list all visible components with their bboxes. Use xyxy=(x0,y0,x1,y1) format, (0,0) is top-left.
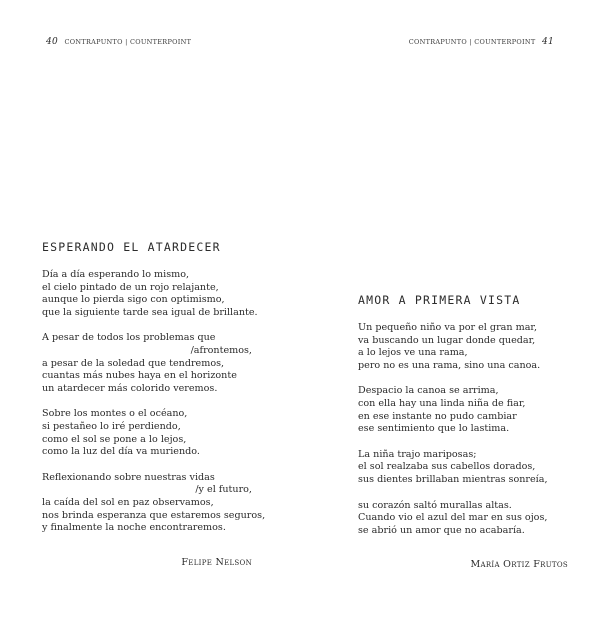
verse-line: la caída del sol en paz observamos, xyxy=(42,496,214,508)
verse-line: ese sentimiento que lo lastima. xyxy=(358,423,510,435)
verse-line: La niña trajo mariposas; xyxy=(358,448,477,460)
verse-line: el cielo pintado de un rojo relajante, xyxy=(42,281,219,293)
verse-line: va buscando un lugar donde quedar, xyxy=(358,334,536,346)
verse-line: A pesar de todos los problemas que xyxy=(42,332,216,344)
stanza xyxy=(42,269,258,319)
verse-line: Día a día esperando lo mismo, xyxy=(42,269,190,280)
verse-line: cuantas más nubes haya en el horizonte xyxy=(42,370,237,382)
verse-line: Reflexionando sobre nuestras vidas xyxy=(42,471,215,483)
verse-line: nos brinda esperanza que estaremos seguros, xyxy=(42,509,266,521)
verse-line: a lo lejos ve una rama, xyxy=(358,347,468,359)
verse-line: sus dientes brillaban mientras sonreía, xyxy=(358,473,548,485)
verse-line: que la siguiente tarde sea igual de brillante. xyxy=(42,306,258,318)
right-page xyxy=(300,0,600,628)
verse-line: si pestañeo lo iré perdiendo, xyxy=(42,420,181,432)
stanza xyxy=(42,471,266,535)
verse-line: Despacio la canoa se arrima, xyxy=(358,385,499,397)
page-number: 41 xyxy=(541,37,554,47)
verse-line: aunque lo pierda sigo con optimismo, xyxy=(42,294,225,306)
verse-line: pero no es una rama, sino una canoa. xyxy=(358,359,541,371)
verse-line: Un pequeño niño va por el gran mar, xyxy=(358,322,537,333)
verse-line: con ella hay una linda niña de fiar, xyxy=(358,397,526,409)
stanza xyxy=(42,408,252,458)
page-number: 40 xyxy=(46,37,59,47)
poem-title: AMOR A PRIMERA VISTA xyxy=(358,293,521,307)
poem-title: ESPERANDO EL ATARDECER xyxy=(42,240,221,254)
verse-line: el sol realzaba sus cabellos dorados, xyxy=(358,461,536,473)
running-head-text: CONTRAPUNTO | COUNTERPOINT xyxy=(64,38,192,46)
right-running-head xyxy=(409,37,558,47)
poem-author: Felipe Nelson xyxy=(181,556,252,568)
verse-line: un atardecer más colorido veremos. xyxy=(42,382,218,394)
poem-author: María Ortiz Frutos xyxy=(470,559,568,571)
stanza xyxy=(358,385,568,435)
poem-amor xyxy=(358,293,568,570)
verse-line: Sobre los montes o el océano, xyxy=(42,408,188,420)
verse-line-continuation: /afrontemos, xyxy=(190,344,252,356)
verse-line: su corazón saltó murallas altas. xyxy=(358,499,512,511)
stanza xyxy=(358,500,568,538)
stanza xyxy=(358,322,568,372)
poem-esperando xyxy=(42,240,266,568)
left-running-head xyxy=(42,37,191,47)
stanza xyxy=(358,449,568,487)
verse-line: Cuando vio el azul del mar en sus ojos, xyxy=(358,512,548,524)
verse-line: como el sol se pone a lo lejos, xyxy=(42,433,187,445)
stanza xyxy=(42,332,252,395)
verse-line: en ese instante no pudo cambiar xyxy=(358,410,517,422)
verse-line: se abrió un amor que no acabaría. xyxy=(358,524,525,536)
verse-line-continuation: /y el futuro, xyxy=(195,484,252,496)
verse-line: y finalmente la noche encontraremos. xyxy=(42,522,226,534)
running-head-text: CONTRAPUNTO | COUNTERPOINT xyxy=(408,38,536,46)
verse-line: a pesar de la soledad que tendremos, xyxy=(42,357,225,369)
verse-line: como la luz del día va muriendo. xyxy=(42,446,200,458)
